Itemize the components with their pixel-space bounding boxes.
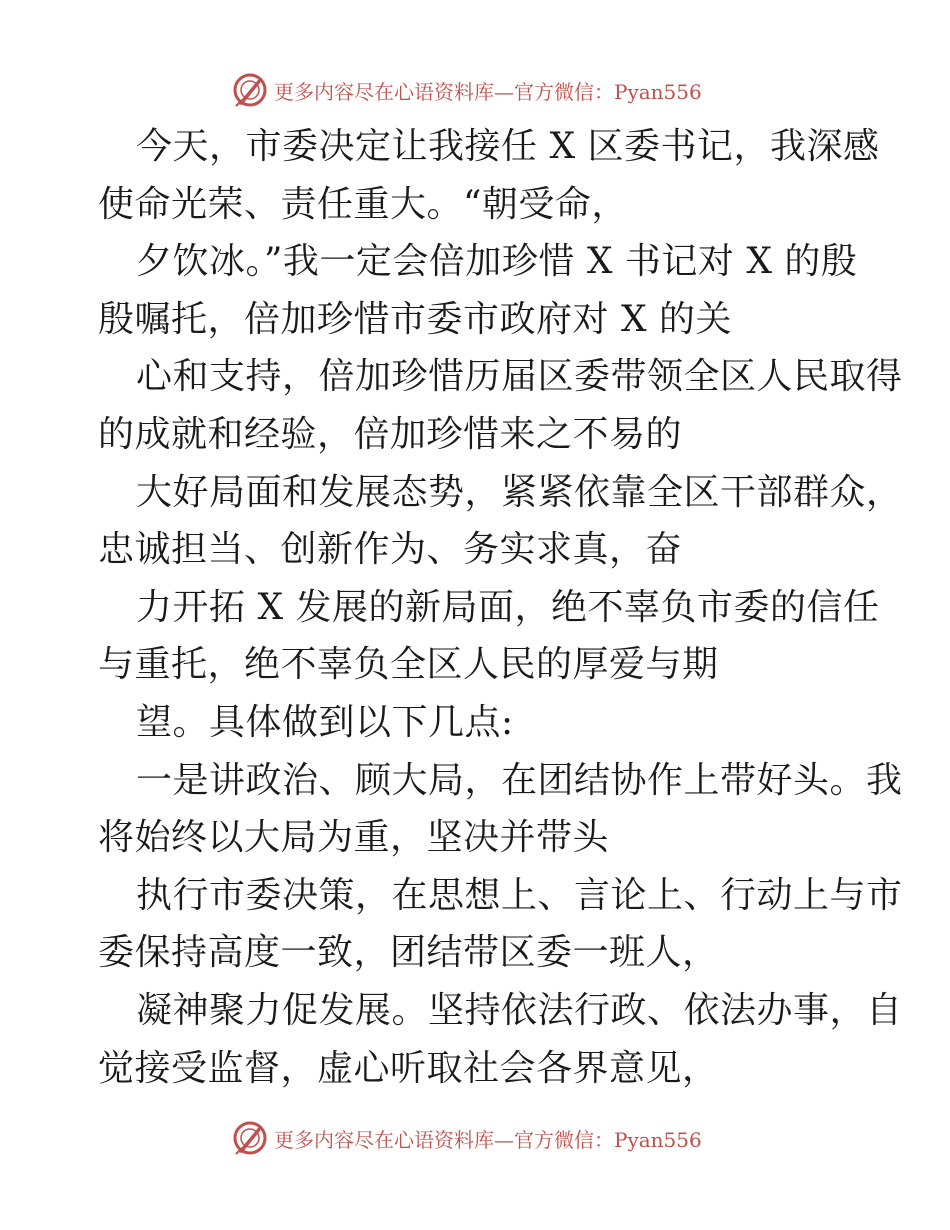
- header-watermark: [232, 70, 702, 110]
- text-line: 忠诚担当、创新作为、务实求真，奋: [98, 529, 683, 571]
- quill-logo-icon: [232, 1120, 268, 1156]
- text-line: 执行市委决策，在思想上、言论上、行动上与市: [136, 874, 903, 916]
- text-line: 凝神聚力促发展。坚持依法行政、依法办事，自: [136, 989, 903, 1031]
- text-line: 觉接受监督，虚心听取社会各界意见，: [98, 1047, 719, 1089]
- quill-logo-icon: [232, 72, 268, 108]
- text-line: 与重托，绝不辜负全区人民的厚爱与期: [98, 644, 719, 686]
- text-line: 大好局面和发展态势，紧紧依靠全区干部群众，: [136, 471, 903, 513]
- text-line: 心和支持，倍加珍惜历届区委带领全区人民取得: [136, 356, 903, 398]
- text-line: 力开拓 X 发展的新局面，绝不辜负市委的信任: [136, 586, 880, 628]
- document-body: [98, 118, 903, 1097]
- footer-watermark: [232, 1118, 702, 1158]
- footer-watermark-text: 更多内容尽在心语资料库—官方微信：Pyan556: [274, 1127, 702, 1152]
- text-line: 使命光荣、责任重大。“朝受命，: [98, 183, 628, 225]
- text-line: 望。具体做到以下几点:: [136, 701, 514, 743]
- text-line: 的成就和经验，倍加珍惜来之不易的: [98, 413, 683, 455]
- text-line: 委保持高度一致，团结带区委一班人，: [98, 932, 719, 974]
- text-line: 今天，市委决定让我接任 X 区委书记，我深感: [136, 126, 880, 167]
- text-line: 殷嘱托，倍加珍惜市委市政府对 X 的关: [98, 298, 733, 340]
- header-watermark-text: 更多内容尽在心语资料库—官方微信：Pyan556: [274, 79, 702, 104]
- text-line: 将始终以大局为重，坚决并带头: [98, 817, 610, 859]
- text-line: 夕饮冰。”我一定会倍加珍惜 X 书记对 X 的殷: [136, 241, 858, 283]
- text-line: 一是讲政治、顾大局，在团结协作上带好头。我: [136, 759, 903, 801]
